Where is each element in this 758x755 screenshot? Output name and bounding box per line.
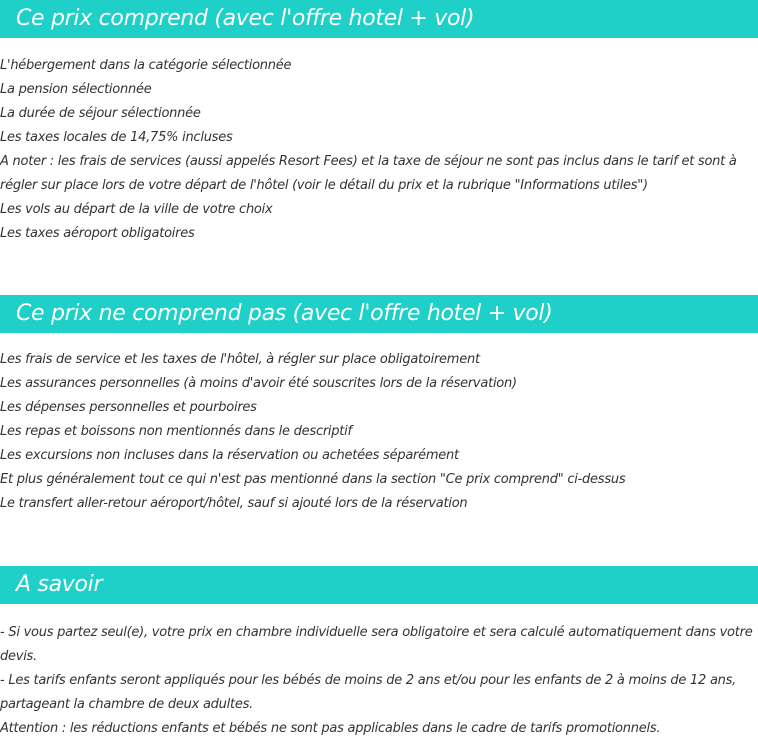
section-header-band: [0, 295, 758, 333]
section-price-includes: [0, 0, 758, 246]
list-item: Les taxes aéroport obligatoires: [0, 226, 195, 241]
list-item: Les frais de service et les taxes de l'hôtel, à régler sur place obligatoirement: [0, 352, 480, 367]
notes-list: [0, 621, 758, 741]
included-items-list: [0, 54, 758, 246]
list-item: La durée de séjour sélectionnée: [0, 106, 201, 121]
section-good-to-know: [0, 566, 758, 741]
list-item: - Si vous partez seul(e), votre prix en chambre individuelle sera obligatoire et sera calculé automatiquement dans votre devis.: [0, 625, 753, 664]
section-title: Ce prix ne comprend pas (avec l'offre hotel + vol): [16, 301, 553, 326]
list-item: Les taxes locales de 14,75% incluses: [0, 130, 233, 145]
excluded-items-list: [0, 348, 758, 516]
list-item: Et plus généralement tout ce qui n'est pas mentionné dans la section "Ce prix comprend" ci-dessus: [0, 472, 626, 487]
section-title: A savoir: [16, 572, 103, 597]
section-price-excludes: [0, 295, 758, 516]
list-item: Le transfert aller-retour aéroport/hôtel, sauf si ajouté lors de la réservation: [0, 496, 468, 511]
list-item: Les dépenses personnelles et pourboires: [0, 400, 257, 415]
list-item: La pension sélectionnée: [0, 82, 152, 97]
section-header-band: [0, 0, 758, 38]
list-item: Les vols au départ de la ville de votre choix: [0, 202, 273, 217]
section-header-band: [0, 566, 758, 604]
list-item: A noter : les frais de services (aussi appelés Resort Fees) et la taxe de séjour ne sont pas inclus dans le tarif et sont à régler sur place lors de votre départ de l'hôtel (voir le détail du prix et la rubrique "Informations utiles"): [0, 154, 737, 193]
list-item: L'hébergement dans la catégorie sélectionnée: [0, 58, 292, 73]
list-item: - Les tarifs enfants seront appliqués pour les bébés de moins de 2 ans et/ou pour les enfants de 2 à moins de 12 ans, partageant la chambre de deux adultes.: [0, 673, 737, 712]
list-item: Les excursions non incluses dans la réservation ou achetées séparément: [0, 448, 459, 463]
list-item: Attention : les réductions enfants et bébés ne sont pas applicables dans le cadre de tarifs promotionnels.: [0, 721, 661, 736]
section-title: Ce prix comprend (avec l'offre hotel + vol): [16, 6, 475, 31]
list-item: Les assurances personnelles (à moins d'avoir été souscrites lors de la réservation): [0, 376, 517, 391]
list-item: Les repas et boissons non mentionnés dans le descriptif: [0, 424, 352, 439]
